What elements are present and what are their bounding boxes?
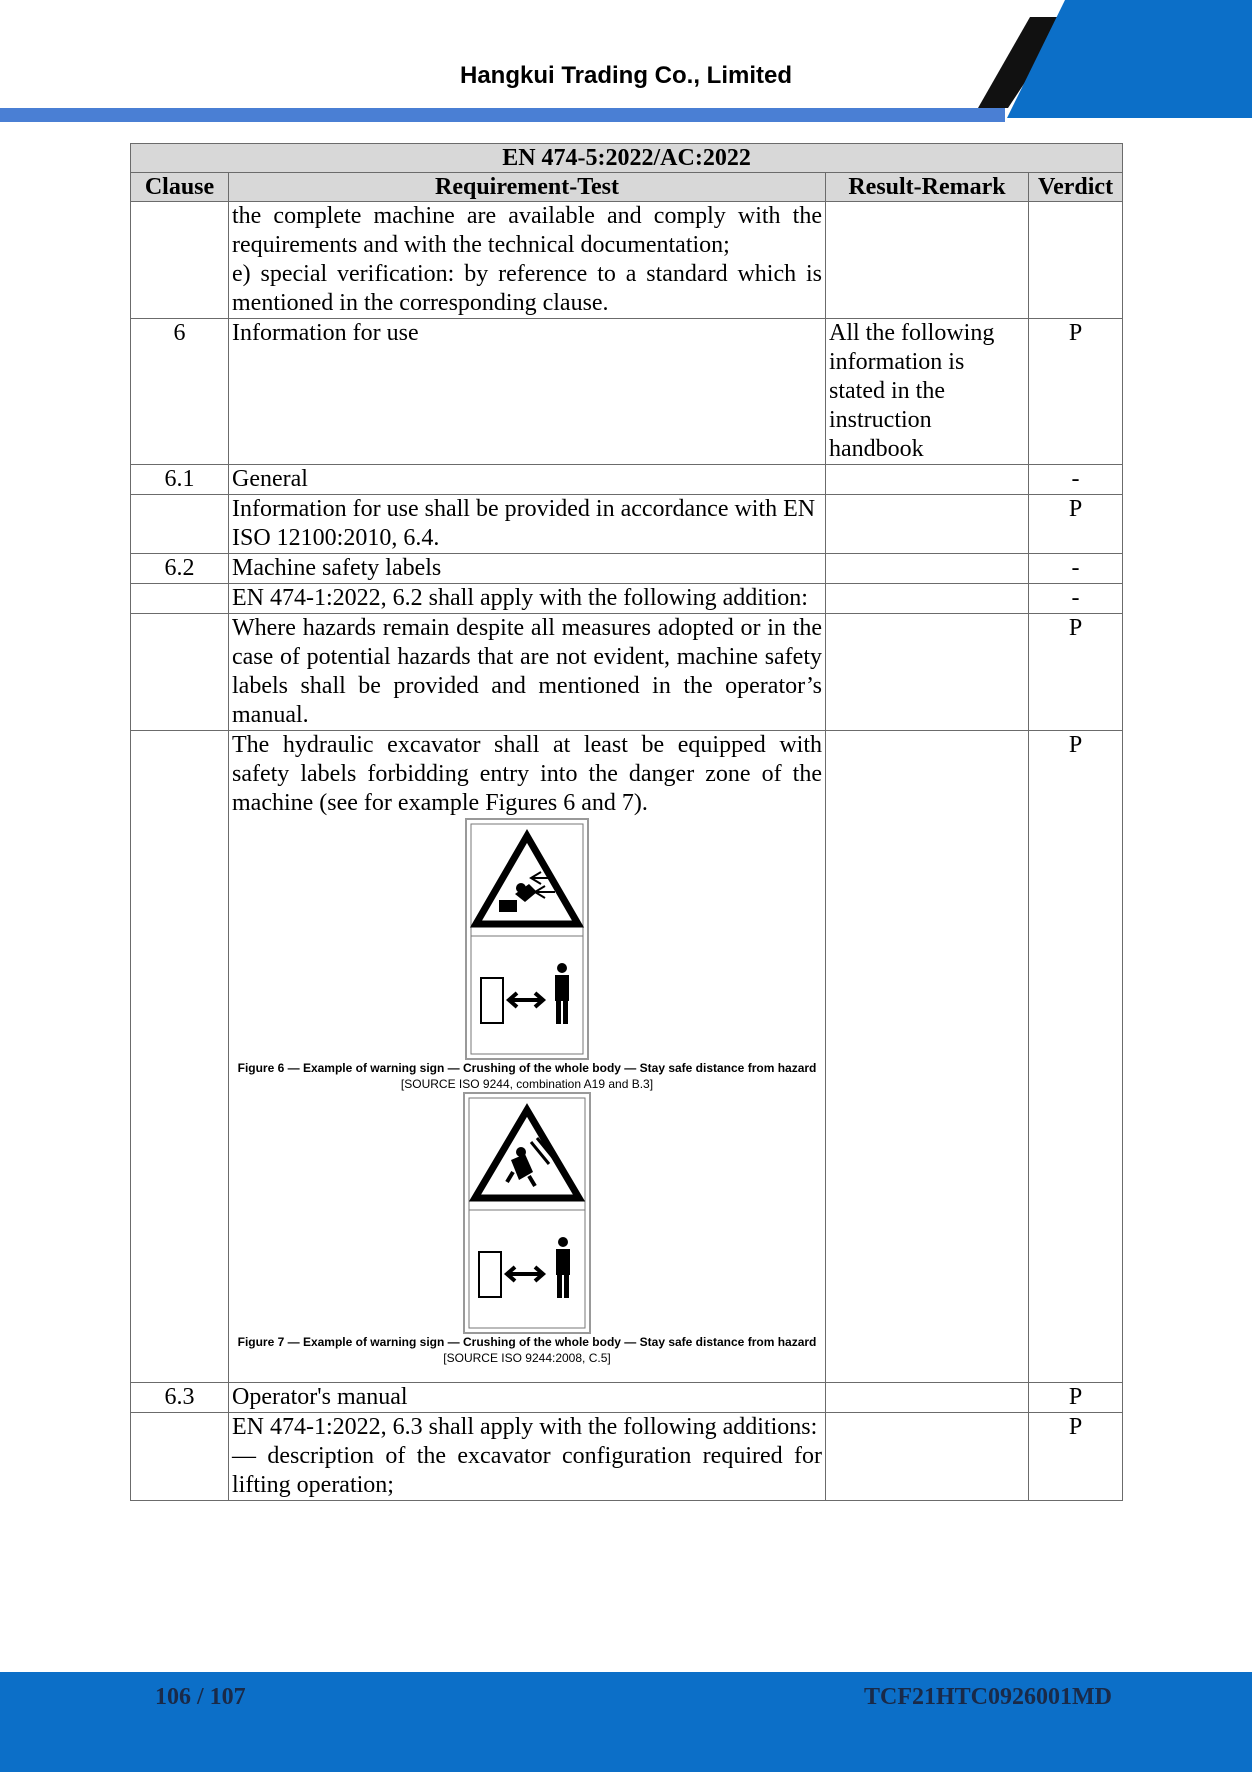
clause-cell	[131, 202, 229, 319]
verdict-cell: P	[1029, 1413, 1123, 1501]
verdict-cell: -	[1029, 465, 1123, 495]
result-cell	[826, 731, 1029, 1383]
table-row	[131, 465, 1123, 495]
page-number: 106 / 107	[155, 1684, 246, 1710]
report-number: TCF21HTC0926001MD	[864, 1684, 1112, 1710]
result-cell	[826, 202, 1029, 319]
result-cell: All the following information is stated in the instruction handbook	[826, 319, 1029, 465]
figure-7	[232, 1092, 822, 1366]
clause-cell	[131, 584, 229, 614]
clause-cell: 6	[131, 319, 229, 465]
table-row	[131, 584, 1123, 614]
col-header-clause: Clause	[131, 173, 229, 202]
figure-6	[232, 818, 822, 1092]
verdict-cell: P	[1029, 731, 1123, 1383]
verdict-cell: P	[1029, 1383, 1123, 1413]
verdict-cell	[1029, 202, 1123, 319]
requirement-text: EN 474-1:2022, 6.3 shall apply with the following additions:	[232, 1414, 818, 1440]
verdict-cell: -	[1029, 584, 1123, 614]
table-row	[131, 202, 1123, 319]
crushing-warning-sign-icon	[465, 818, 589, 1060]
table-header-row	[131, 173, 1123, 202]
result-cell	[826, 614, 1029, 731]
table-row	[131, 614, 1123, 731]
requirement-text: — description of the excavator configuration required for lifting operation;	[232, 1443, 822, 1498]
figure-7-caption	[232, 1334, 822, 1366]
table-title-row	[131, 144, 1123, 173]
result-cell	[826, 1413, 1029, 1501]
requirement-cell: EN 474-1:2022, 6.2 shall apply with the following addition:	[229, 584, 826, 614]
crushing-warning-sign-icon	[463, 1092, 591, 1334]
verdict-cell: P	[1029, 614, 1123, 731]
requirement-cell: Operator's manual	[229, 1383, 826, 1413]
verdict-cell: P	[1029, 319, 1123, 465]
table-row	[131, 731, 1123, 1383]
table-row	[131, 1383, 1123, 1413]
requirement-cell: Machine safety labels	[229, 554, 826, 584]
requirement-text: The hydraulic excavator shall at least be equipped with safety labels forbidding entry into the danger zone of the machine (see for example Figures 6 and 7).	[232, 732, 822, 816]
clause-cell	[131, 495, 229, 554]
clause-cell	[131, 731, 229, 1383]
col-header-requirement: Requirement-Test	[229, 173, 826, 202]
table-row	[131, 319, 1123, 465]
verdict-cell: -	[1029, 554, 1123, 584]
figure-7-caption-source: [SOURCE ISO 9244:2008, C.5]	[443, 1351, 611, 1365]
col-header-result: Result-Remark	[826, 173, 1029, 202]
result-cell	[826, 1383, 1029, 1413]
result-cell	[826, 584, 1029, 614]
table-title: EN 474-5:2022/AC:2022	[131, 144, 1123, 173]
figure-6-caption-source: [SOURCE ISO 9244, combination A19 and B.3]	[400, 1077, 654, 1091]
result-cell	[826, 554, 1029, 584]
test-report-table	[130, 143, 1123, 1501]
result-cell	[826, 495, 1029, 554]
requirement-text: the complete machine are available and comply with the requirements and with the technical documentation;	[232, 203, 822, 258]
clause-cell: 6.3	[131, 1383, 229, 1413]
header-stripe	[0, 108, 1005, 122]
requirement-cell: Information for use	[229, 319, 826, 465]
requirement-cell	[229, 1413, 826, 1501]
figure-7-caption-title: Figure 7 — Example of warning sign — Crushing of the whole body — Stay safe distance from hazard	[237, 1335, 817, 1349]
requirement-text: e) special verification: by reference to a standard which is mentioned in the corresponding clause.	[232, 261, 822, 316]
table-row	[131, 1413, 1123, 1501]
company-name: Hangkui Trading Co., Limited	[459, 62, 792, 89]
clause-cell	[131, 614, 229, 731]
requirement-cell: General	[229, 465, 826, 495]
result-cell	[826, 465, 1029, 495]
verdict-cell: P	[1029, 495, 1123, 554]
figure-6-caption-title: Figure 6 — Example of warning sign — Crushing of the whole body — Stay safe distance from hazard	[237, 1061, 817, 1075]
clause-cell	[131, 1413, 229, 1501]
col-header-verdict: Verdict	[1029, 173, 1123, 202]
clause-cell: 6.2	[131, 554, 229, 584]
table-row	[131, 554, 1123, 584]
table-row	[131, 495, 1123, 554]
requirement-cell: Where hazards remain despite all measures adopted or in the case of potential hazards that are not evident, machine safety labels shall be provided and mentioned in the operator’s manual.	[229, 614, 826, 731]
clause-cell: 6.1	[131, 465, 229, 495]
requirement-cell: Information for use shall be provided in accordance with EN ISO 12100:2010, 6.4.	[229, 495, 826, 554]
figure-6-caption	[232, 1060, 822, 1092]
requirement-cell	[229, 731, 826, 1383]
requirement-cell	[229, 202, 826, 319]
